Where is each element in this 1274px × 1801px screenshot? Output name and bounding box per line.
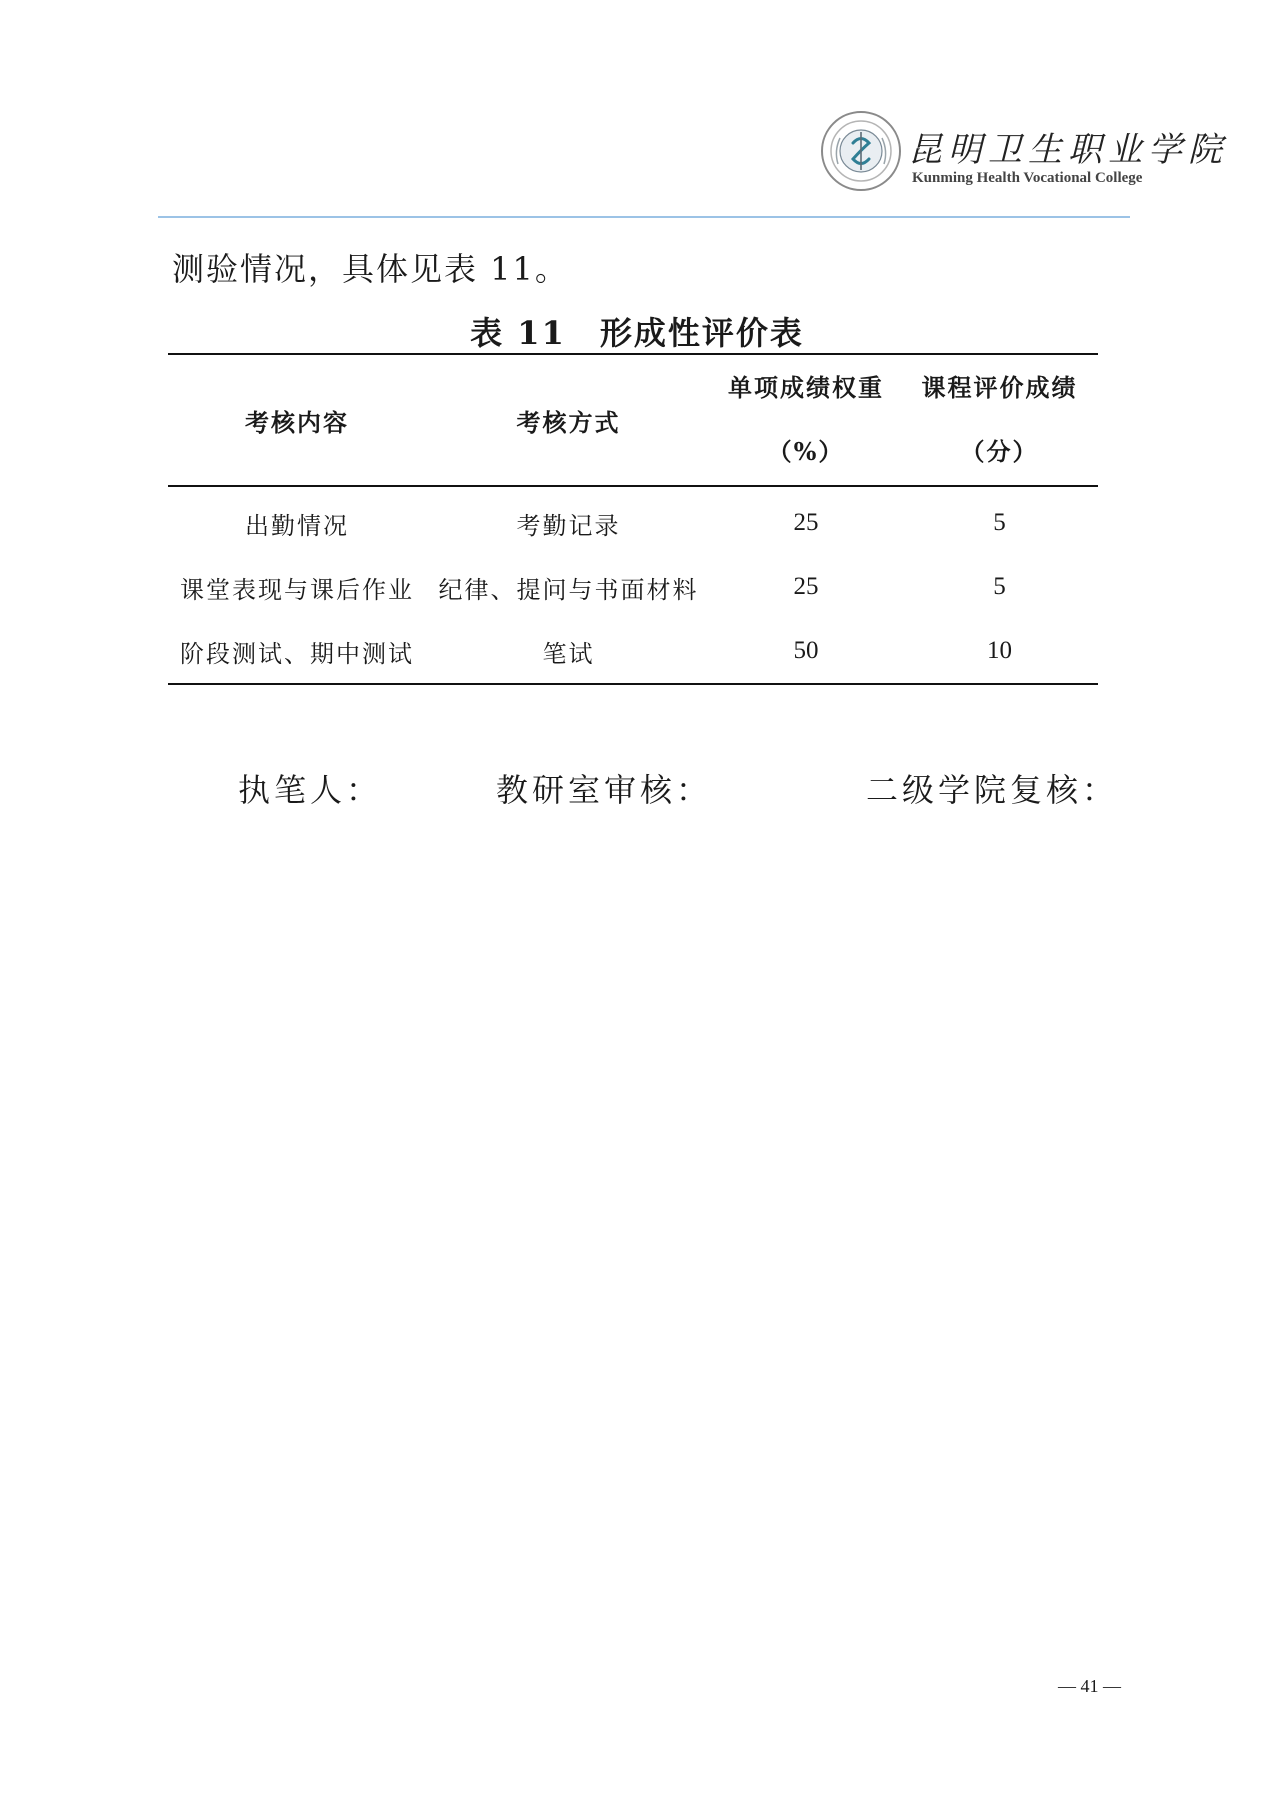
college-name-en: Kunming Health Vocational College [912,170,1143,186]
evaluation-table [168,353,1098,685]
table-title: 表 11 形成性评价表 [470,314,804,352]
col-header-score: 课程评价成绩 （分） [921,373,1078,466]
table-row [168,555,1098,619]
cell-weight: 50 [793,637,819,664]
table-header-row [168,354,1098,486]
college-name-cn: 昆明卫生职业学院 [908,130,1228,170]
cell-weight: 25 [793,573,819,600]
author-signature-label: 执笔人： [238,771,383,809]
page-number: — 41 — [1058,1676,1121,1696]
cell-content: 阶段测试、期中测试 [180,639,414,668]
col-header-weight: 单项成绩权重 （%） [728,373,884,466]
page-header [0,0,1274,230]
cell-method: 考勤记录 [516,511,621,540]
cell-content: 课堂表现与课后作业 [180,575,414,604]
college-review-label: 二级学院复核： [866,771,1119,809]
college-seal-icon [820,110,902,192]
intro-text: 测验情况，具体见表 11。 [172,250,569,288]
cell-score: 5 [993,509,1006,536]
cell-method: 笔试 [542,639,595,668]
col-header-method: 考核方式 [516,407,621,437]
cell-method: 纪律、提问与书面材料 [438,575,699,604]
cell-score: 10 [987,637,1012,664]
cell-score: 5 [993,573,1006,600]
header-divider [158,216,1130,218]
cell-content: 出勤情况 [245,511,349,540]
col-header-content: 考核内容 [245,407,349,437]
department-review-label: 教研室审核： [496,771,713,809]
cell-weight: 25 [793,509,819,536]
table-row [168,486,1098,555]
table-row [168,619,1098,684]
